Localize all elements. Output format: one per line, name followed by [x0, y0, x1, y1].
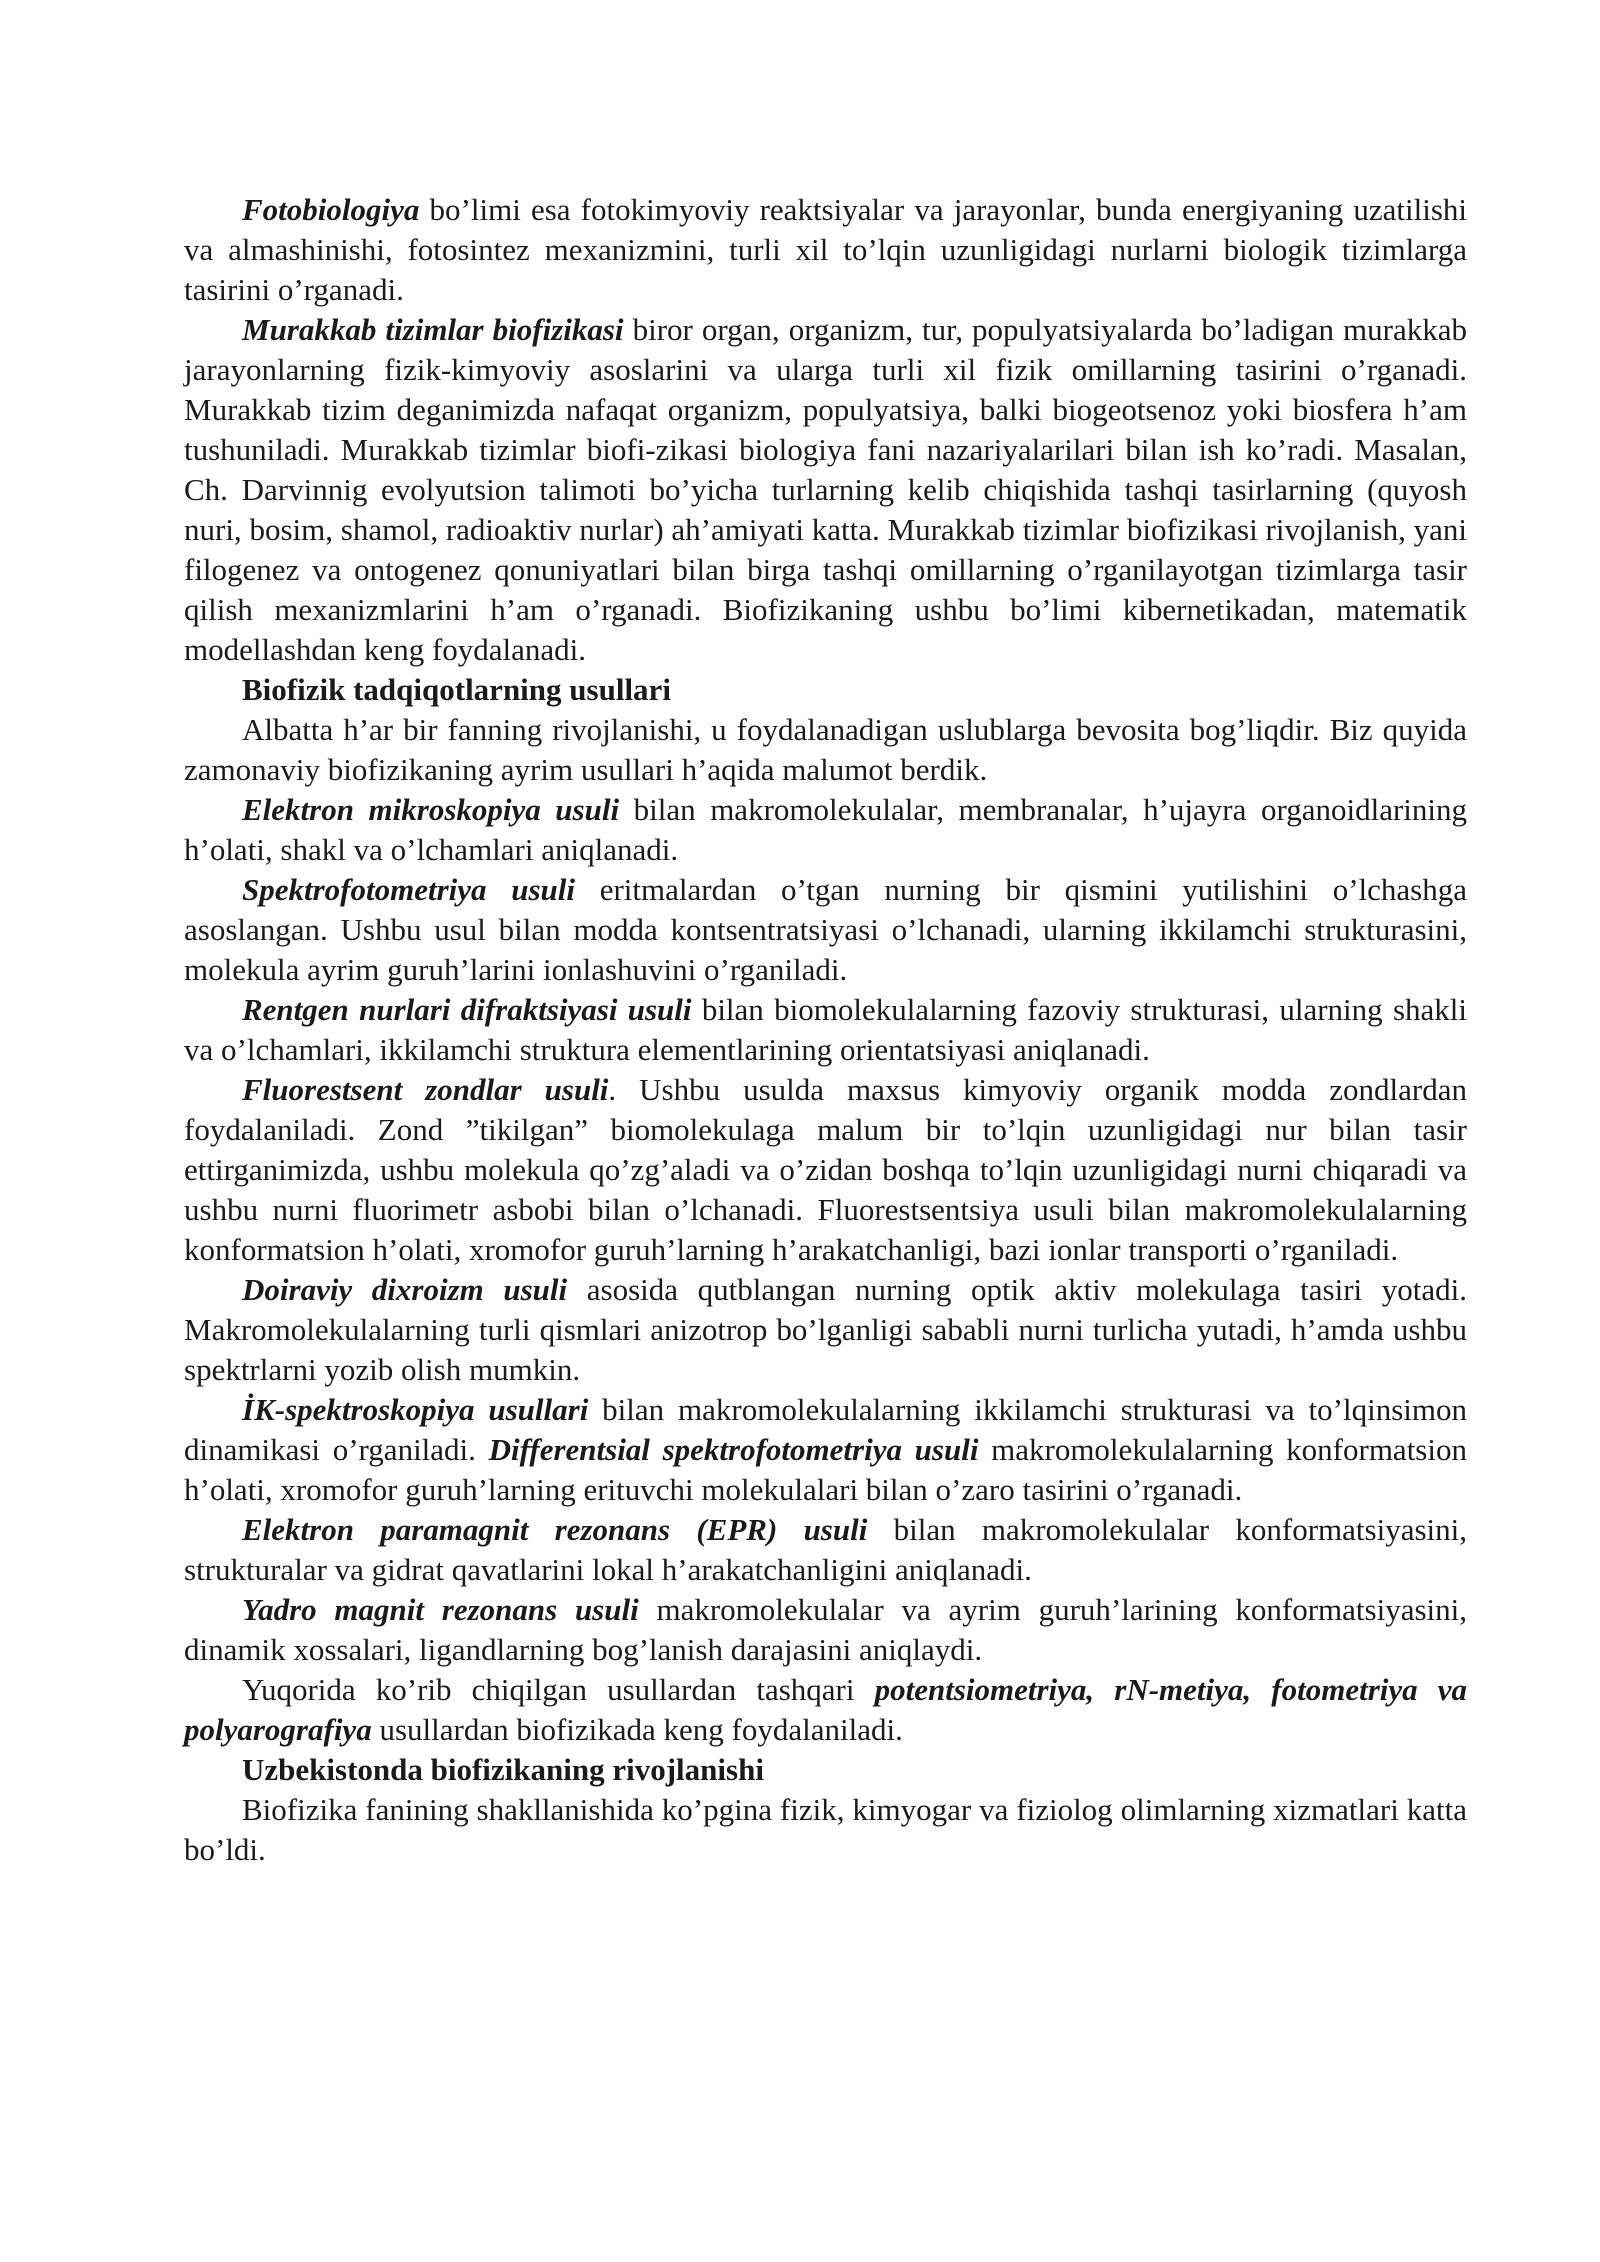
term-spektrofotometriya: Spektrofotometriya usuli — [242, 872, 575, 907]
paragraph-methods-intro: Albatta h’ar bir fanning rivojlanishi, u foydalanadigan uslublarga bevosita bog’liqdir. Biz quyida zamonaviy biofizikaning ayrim usullari h’aqida malumot berdik. — [184, 712, 1467, 787]
paragraph-text: asosida qutblangan nurning optik aktiv molekulaga tasiri yotadi. Makromolekulalarning turli qismlari anizotrop bo’lganligi sababli nurni turlicha yutadi, h’amda ushbu spektrlarni yozib olish mumkin. — [184, 1272, 1467, 1387]
section-heading-methods: Biofizik tadqiqotlarning usullari — [242, 672, 671, 707]
paragraph-text: Yuqorida ko’rib chiqilgan usullardan tashqari — [242, 1672, 875, 1707]
term-epr: Elektron paramagnit rezonans (EPR) usuli — [242, 1512, 868, 1547]
paragraph-rentgen — [184, 990, 1467, 1070]
paragraph-text: biror organ, organizm, tur, populyatsiyalarda bo’ladigan murakkab jarayonlarning fizik-kimyoviy asoslarini va ularga turli xil fizik omillarning tasirini o’rganadi. Murakkab tizim deganimizda nafaqat organizm, populyatsiya, balki biogeotsenoz yoki biosfera h’am tushuniladi. Murakkab tizimlar biofi-zikasi biologiya fani nazariyalarilari bilan ish ko’radi. Masalan, Ch. Darvinnig evolyutsion talimoti bo’yicha turlarning kelib chiqishida tashqi tasirlarning (quyosh nuri, bosim, shamol, radioaktiv nurlar) ah’amiyati katta. Murakkab tizimlar biofizikasi rivojlanish, yani filogenez va ontogenez qonuniyatlari bilan birga tashqi omillarning o’rganilayotgan tizimlarga tasir qilish mexanizmlarini h’am o’rganadi. Biofizikaning ushbu bo’limi kibernetikadan, matematik modellashdan keng foydalanadi. — [184, 312, 1467, 667]
paragraph-text: . Ushbu usulda maxsus kimyoviy organik modda zondlardan foydalaniladi. Zond ”tikilgan” biomolekulaga malum bir to’lqin uzunligidagi nur bilan tasir ettirganimizda, ushbu molekula qo’zg’aladi va o’zidan boshqa to’lqin uzunligidagi nurni chiqaradi va ushbu nurni fluorimetr asbobi bilan o’lchanadi. Fluorestsentsiya usuli bilan makromolekulalarning konformatsion h’olati, xromofor guruh’larning h’arakatchanligi, bazi ionlar transporti o’rganiladi. — [184, 1072, 1467, 1267]
term-ik-spektroskopiya: İK-spektroskopiya usullari — [242, 1392, 589, 1427]
paragraph-text: makromolekulalar va ayrim guruh’larining konformatsiyasini, dinamik xossalari, ligandlarning bog’lanish darajasini aniqlaydi. — [184, 1592, 1467, 1667]
term-elektron-mikroskopiya: Elektron mikroskopiya usuli — [242, 792, 620, 827]
paragraph-epr — [184, 1510, 1467, 1590]
paragraph-text: eritmalardan o’tgan nurning bir qismini yutilishini o’lchashga asoslangan. Ushbu usul bilan modda kontsentratsiyasi o’lchanadi, ularning ikkilamchi strukturasini, molekula ayrim guruh’larini ionlashuvini o’rganiladi. — [184, 872, 1467, 987]
term-doiraviy-dixroizm: Doiraviy dixroizm usuli — [242, 1272, 568, 1307]
paragraph-spektrofotometriya — [184, 870, 1467, 990]
term-yadro-magnit: Yadro magnit rezonans usuli — [242, 1592, 639, 1627]
document-page — [184, 190, 1467, 1870]
paragraph-text: bilan biomolekulalarning fazoviy strukturasi, ularning shakli va o’lchamlari, ikkilamchi struktura elementlarining orientatsiyasi aniqlanadi. — [184, 992, 1467, 1067]
term-fluorestsent: Fluorestsent zondlar usuli — [242, 1072, 609, 1107]
paragraph-elektron-mikroskopiya — [184, 790, 1467, 870]
term-murakkab-tizimlar: Murakkab tizimlar biofizikasi — [242, 312, 624, 347]
paragraph-text: makromolekulalarning konformatsion h’olati, xromofor guruh’larning erituvchi molekulalari bilan o’zaro tasirini o’rganadi. — [184, 1432, 1467, 1507]
term-rentgen: Rentgen nurlari difraktsiyasi usuli — [242, 992, 692, 1027]
paragraph-text: bilan makromolekulalar konformatsiyasini, strukturalar va gidrat qavatlarini lokal h’arakatchanligini aniqlanadi. — [184, 1512, 1468, 1587]
term-fotobiologiya: Fotobiologiya — [242, 192, 420, 227]
paragraph-fluorestsent — [184, 1070, 1467, 1270]
paragraph-text: usullardan biofizikada keng foydalaniladi. — [371, 1712, 903, 1747]
paragraph-fotobiologiya — [184, 190, 1467, 310]
paragraph-doiraviy-dixroizm — [184, 1270, 1467, 1390]
term-differentsial: Differentsial spektrofotometriya usuli — [488, 1432, 979, 1467]
paragraph-text: bilan makromolekulalar, membranalar, h’ujayra organoidlarining h’olati, shakl va o’lchamlari aniqlanadi. — [184, 792, 1468, 867]
paragraph-murakkab-tizimlar — [184, 310, 1467, 670]
paragraph-yadro-magnit — [184, 1590, 1467, 1670]
paragraph-text: bo’limi esa fotokimyoviy reaktsiyalar va jarayonlar, bunda energiyaning uzatilishi va almashinishi, fotosintez mexanizmini, turli xil to’lqin uzunligidagi nurlarni biologik tizimlarga tasirini o’rganadi. — [184, 192, 1467, 307]
paragraph-text: bilan makromolekulalarning ikkilamchi strukturasi va to’lqinsimon dinamikasi o’rganiladi. — [184, 1392, 1467, 1467]
paragraph-summary — [184, 1670, 1467, 1750]
paragraph-ik-spektroskopiya — [184, 1390, 1467, 1510]
section-heading-uzbekistan: Uzbekistonda biofizikaning rivojlanishi — [242, 1752, 764, 1787]
term-summary-methods: potentsiometriya, rN-metiya, fotometriya va polyarografiya — [184, 1672, 1467, 1747]
paragraph-final: Biofizika fanining shakllanishida ko’pgina fizik, kimyogar va fiziolog olimlarning xizmatlari katta bo’ldi. — [184, 1792, 1467, 1867]
